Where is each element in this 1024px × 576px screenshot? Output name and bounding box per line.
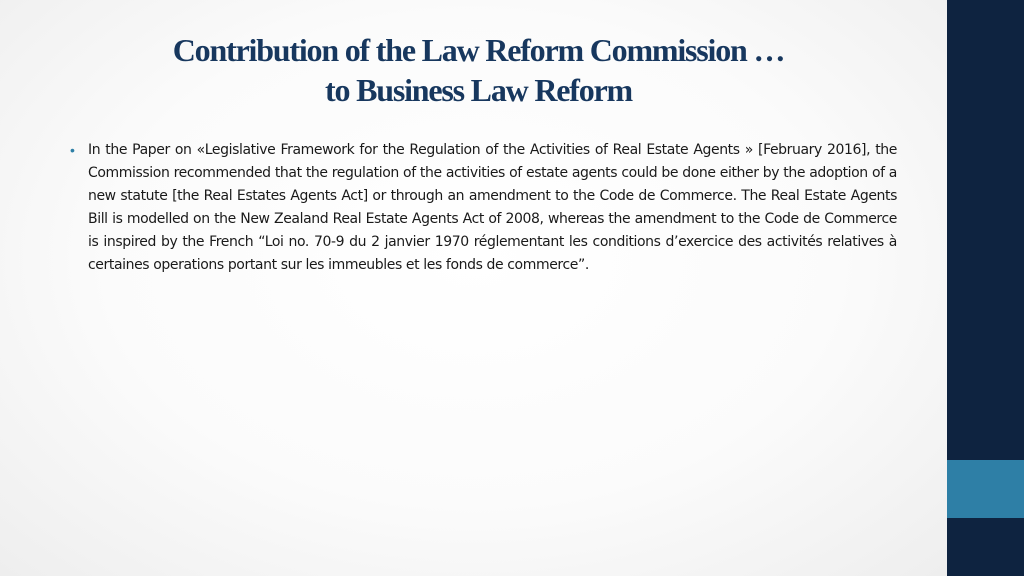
sidebar-accent-block [947, 460, 1024, 518]
slide-body [70, 139, 897, 277]
bullet-item [70, 139, 897, 277]
bullet-dot-icon: • [70, 142, 75, 158]
slide-title-line-2: to Business Law Reform [325, 72, 632, 108]
slide-title-line-1: Contribution of the Law Reform Commission … [172, 32, 785, 68]
slide-title [40, 30, 917, 110]
bullet-text: In the Paper on «Legislative Framework for the Regulation of the Activities of Real Estate Agents » [February 2016], the Commission recommended that the regulation of the activities of estate agents could be done either by the adoption of a new statute [the Real Estates Agents Act] or through an amendment to the Code de Commerce. The Real Estate Agents Bill is modelled on the New Zealand Real Estate Agents Act of 2008, whereas the amendment to the Code de Commerce is inspired by the French “Loi no. 70-9 du 2 janvier 1970 réglementant les conditions d’exercice des activités relatives à certaines operations portant sur les immeubles et les fonds de commerce”. [88, 142, 897, 273]
